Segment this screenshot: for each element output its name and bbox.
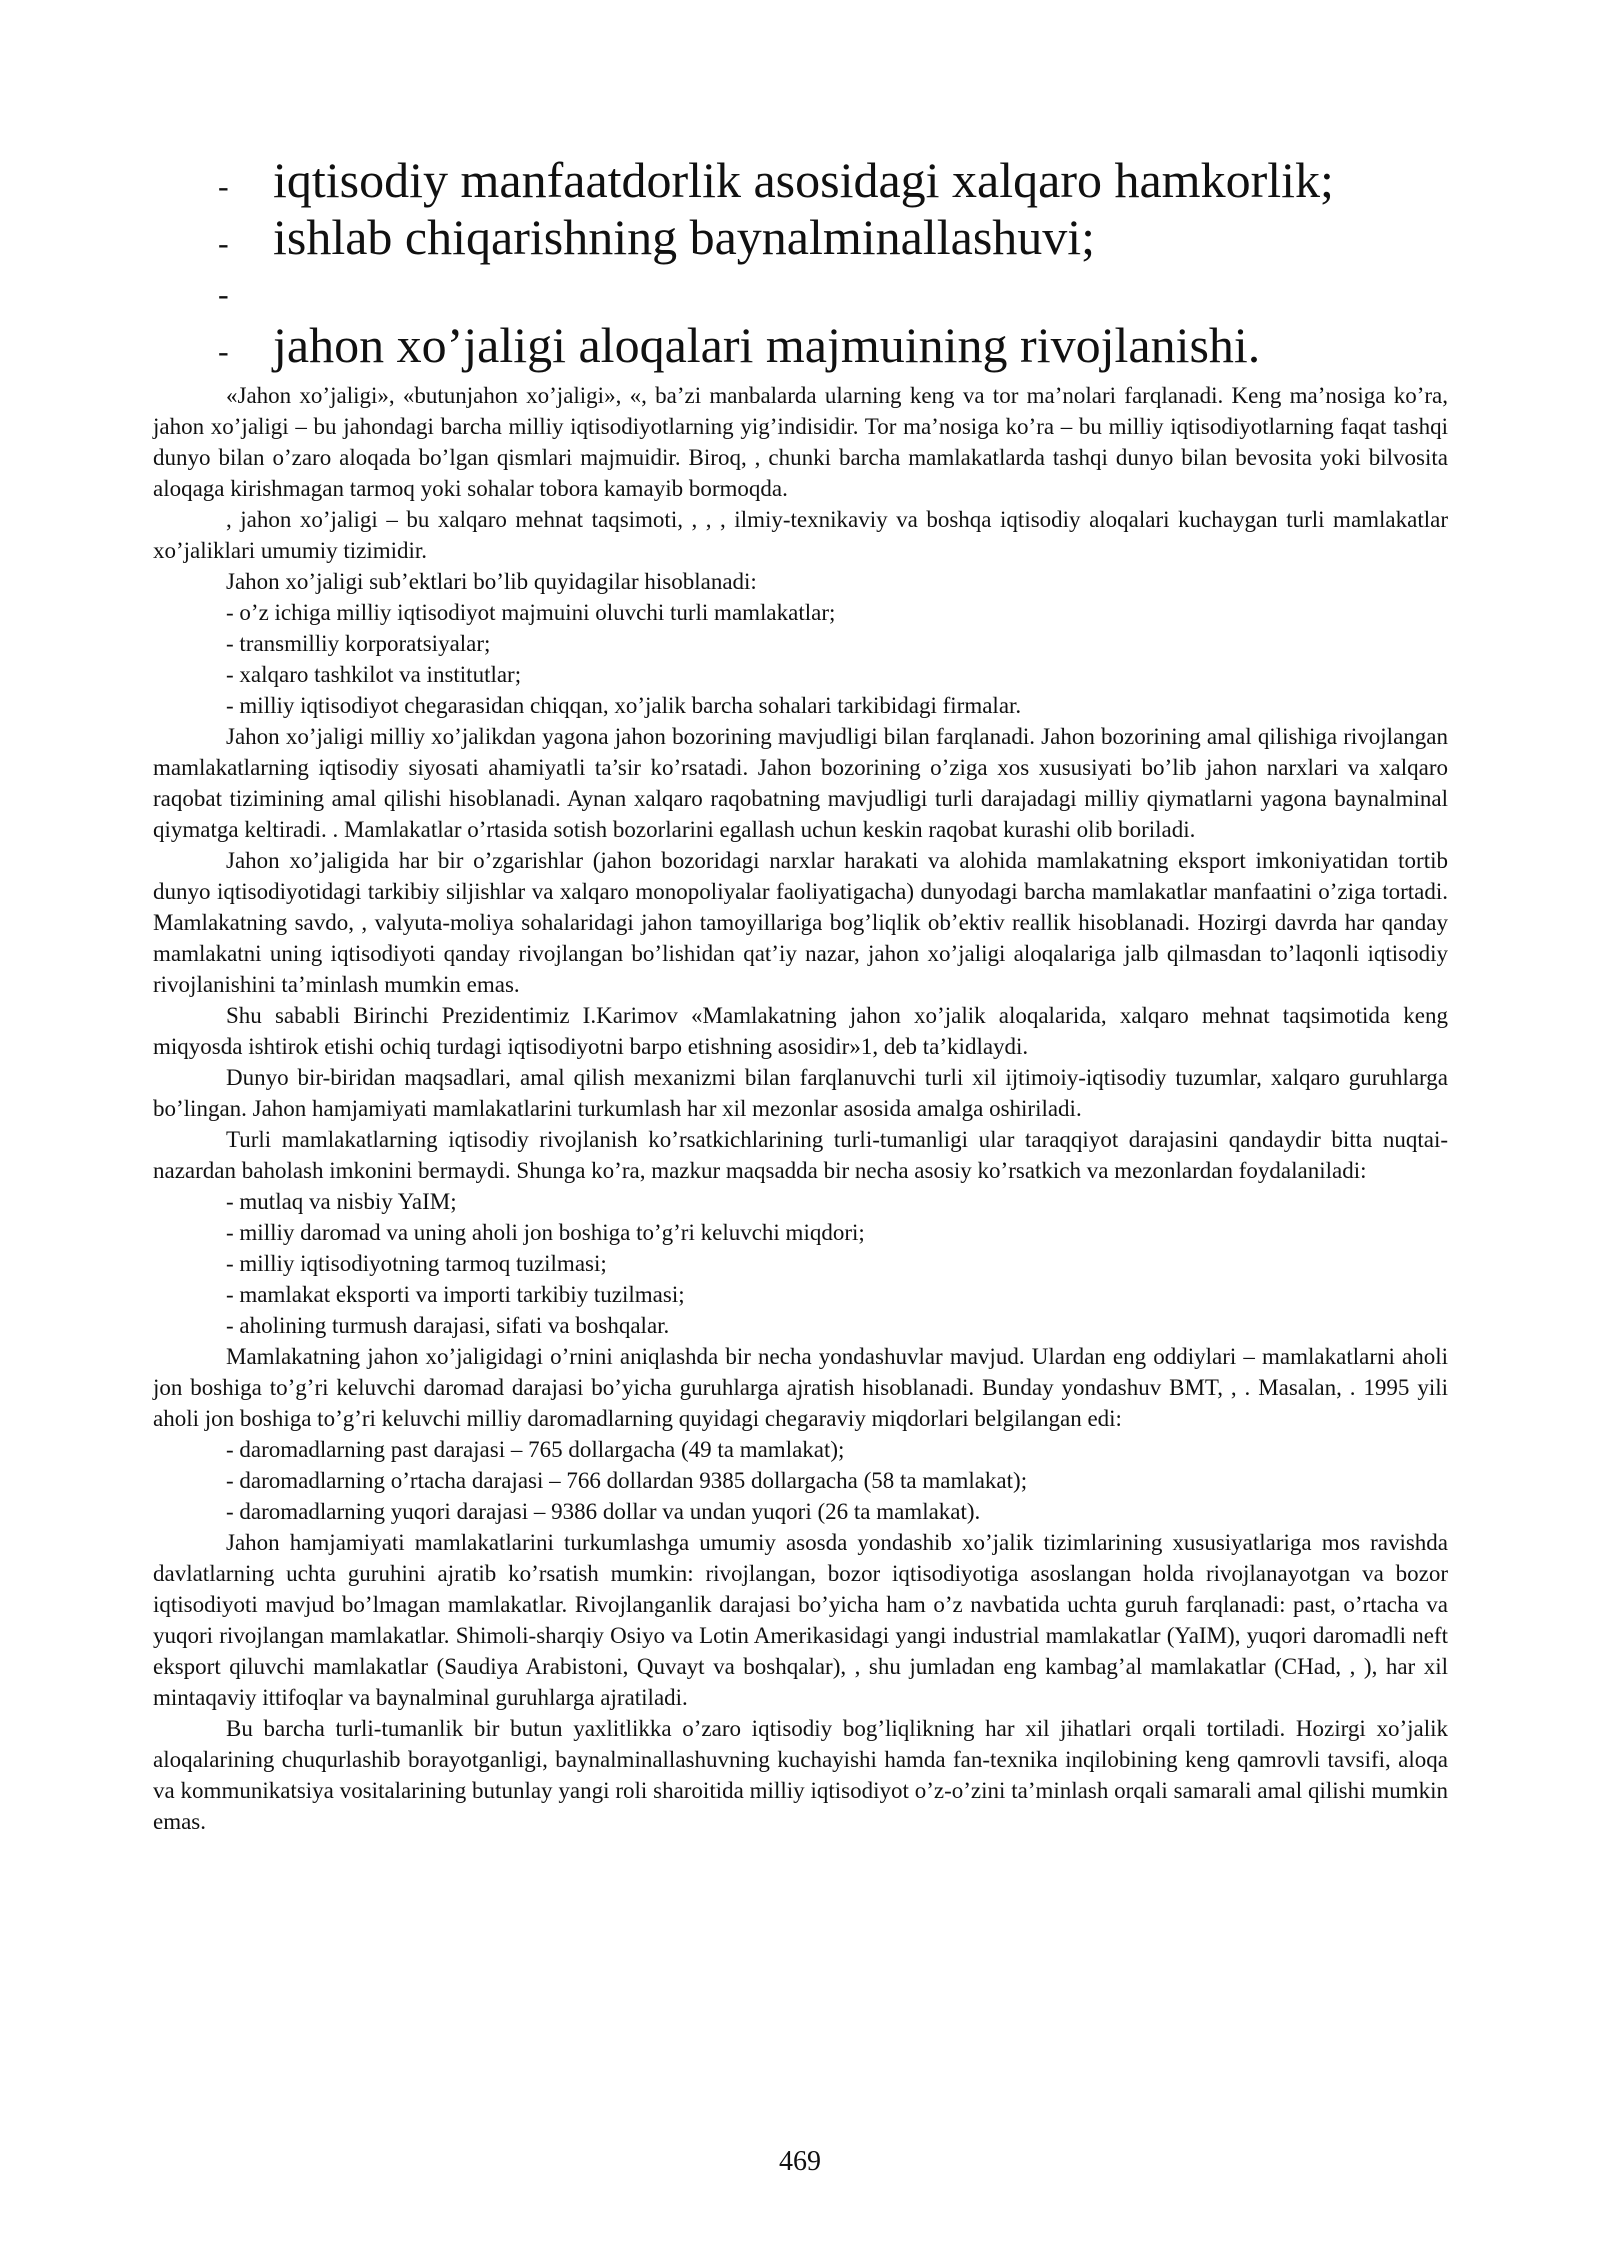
- heading-list-item: [218, 209, 1468, 269]
- list-line: - o’z ichiga milliy iqtisodiyot majmuini oluvchi turli mamlakatlar;: [226, 600, 836, 625]
- heading-list-item: [218, 152, 1468, 212]
- list-line: - daromadlarning yuqori darajasi – 9386 dollar va undan yuqori (26 ta mamlakat).: [226, 1499, 981, 1524]
- paragraph: Dunyo bir-biridan maqsadlari, amal qilish mexanizmi bilan farqlanuvchi turli xil ijtimoiy-iqtisodiy tuzumlar, xalqaro guruhlarga bo’lingan. Jahon hamjamiyati mamlakatlarini turkumlash har xil mezonlar asosida amalga oshiriladi.: [153, 1065, 1448, 1121]
- paragraph: Turli mamlakatlarning iqtisodiy rivojlanish ko’rsatkichlarining turli-tumanligi ular taraqqiyot darajasini qandaydir bitta nuqtai-nazardan baholash imkonini bermaydi. Shunga ko’ra, mazkur maqsadda bir necha asosiy ko’rsatkich va mezonlardan foydalaniladi:: [153, 1127, 1448, 1183]
- paragraph: , jahon xo’jaligi – bu xalqaro mehnat taqsimoti, , , , ilmiy-texnikaviy va boshqa iqtisodiy aloqalari kuchaygan turli mamlakatlar xo’jaliklari umumiy tizimidir.: [153, 507, 1448, 563]
- heading-list-text: jahon xo’jaligi aloqalari majmuining rivojlanishi.: [273, 317, 1261, 373]
- list-dash: -: [218, 225, 229, 261]
- heading-list-item: [218, 317, 1468, 377]
- list-line: - daromadlarning past darajasi – 765 dollargacha (49 ta mamlakat);: [226, 1437, 845, 1462]
- paragraph: Bu barcha turli-tumanlik bir butun yaxlitlikka o’zaro iqtisodiy bog’liqlikning har xil jihatlari orqali tortiladi. Hozirgi xo’jalik aloqalarining chuqurlashib borayotganligi, baynalminallashuvning kuchayishi hamda fan-texnika inqilobining keng qamrovli tavsifi, aloqa va kommunikatsiya vositalarining butunlay yangi roli sharoitida milliy iqtisodiyot o’z-o’zini ta’minlash orqali samarali amal qilishi mumkin emas.: [153, 1716, 1448, 1834]
- paragraph: Jahon xo’jaligida har bir o’zgarishlar (jahon bozoridagi narxlar harakati va alohida mamlakatning eksport imkoniyatidan tortib dunyo iqtisodiyotidagi tarkibiy siljishlar va xalqaro monopoliyalar faoliyatigacha) dunyodagi barcha mamlakatlar manfaatini o’ziga tortadi. Mamlakatning savdo, , valyuta-moliya sohalaridagi jahon tamoyillariga bog’liqlik ob’ektiv reallik hisoblanadi. Hozirgi davrda har qanday mamlakatni uning iqtisodiyoti qanday rivojlangan bo’lishidan qat’iy nazar, jahon xo’jaligi aloqalariga jalb qilmasdan to’laqonli iqtisodiy rivojlanishini ta’minlash mumkin emas.: [153, 848, 1448, 997]
- list-dash: -: [218, 333, 229, 369]
- paragraph: «Jahon xo’jaligi», «butunjahon xo’jaligi», «, ba’zi manbalarda ularning keng va tor ma’nolari farqlanadi. Keng ma’nosiga ko’ra, jahon xo’jaligi – bu jahondagi barcha milliy iqtisodiyotlarning yig’indisidir. Tor ma’nosiga ko’ra – bu milliy iqtisodiyotlarning faqat tashqi dunyo bilan o’zaro aloqada bo’lgan qismlari majmuidir. Biroq, , chunki barcha mamlakatlarda tashqi dunyo bilan bevosita yoki bilvosita aloqaga kirishmagan tarmoq yoki sohalar tobora kamayib bormoqda.: [153, 383, 1448, 501]
- list-line: - aholining turmush darajasi, sifati va boshqalar.: [226, 1313, 670, 1338]
- list-line: - mamlakat eksporti va importi tarkibiy tuzilmasi;: [226, 1282, 685, 1307]
- body-text: [153, 380, 1448, 1837]
- list-dash: -: [218, 168, 229, 204]
- list-line: - xalqaro tashkilot va institutlar;: [226, 662, 522, 687]
- list-line: - mutlaq va nisbiy YaIM;: [226, 1189, 457, 1214]
- heading-list-text: ishlab chiqarishning baynalminallashuvi;: [273, 209, 1096, 265]
- list-line: - daromadlarning o’rtacha darajasi – 766 dollardan 9385 dollargacha (58 ta mamlakat);: [226, 1468, 1028, 1493]
- paragraph: Shu sababli Birinchi Prezidentimiz I.Karimov «Mamlakatning jahon xo’jalik aloqalarida, xalqaro mehnat taqsimotida keng miqyosda ishtirok etishi ochiq turdagi iqtisodiyotni barpo etishning asosidir»1, deb ta’kidlaydi.: [153, 1003, 1448, 1059]
- list-line: - milliy iqtisodiyotning tarmoq tuzilmasi;: [226, 1251, 607, 1276]
- paragraph: Jahon xo’jaligi milliy xo’jalikdan yagona jahon bozorining mavjudligi bilan farqlanadi. Jahon bozorining amal qilishiga rivojlangan mamlakatlarning iqtisodiy siyosati ahamiyatli ta’sir ko’rsatadi. Jahon bozorining o’ziga xos xususiyati bo’lib jahon narxlari va xalqaro raqobat tizimining amal qilishi hisoblanadi. Aynan xalqaro raqobatning mavjudligi turli darajadagi milliy qiymatlarni yagona baynalminal qiymatga keltiradi. . Mamlakatlar o’rtasida sotish bozorlarini egallash uchun keskin raqobat kurashi olib boriladi.: [153, 724, 1448, 842]
- list-dash: -: [218, 276, 229, 312]
- list-line: Jahon xo’jaligi sub’ektlari bo’lib quyidagilar hisoblanadi:: [226, 569, 757, 594]
- page-number: 469: [779, 2146, 821, 2177]
- paragraph: Mamlakatning jahon xo’jaligidagi o’rnini aniqlashda bir necha yondashuvlar mavjud. Ulardan eng oddiylari – mamlakatlarni aholi jon boshiga to’g’ri keluvchi daromad darajasi bo’yicha guruhlarga ajratish hisoblanadi. Bunday yondashuv BMT, , . Masalan, . 1995 yili aholi jon boshiga to’g’ri keluvchi milliy daromadlarning quyidagi chegaraviy miqdorlari belgilangan edi:: [153, 1344, 1448, 1431]
- list-line: - milliy iqtisodiyot chegarasidan chiqqan, xo’jalik barcha sohalari tarkibidagi firmalar.: [226, 693, 1022, 718]
- paragraph: Jahon hamjamiyati mamlakatlarini turkumlashga umumiy asosda yondashib xo’jalik tizimlarining xususiyatlariga mos ravishda davlatlarning uchta guruhini ajratib ko’rsatish mumkin: rivojlangan, bozor iqtisodiyotiga asoslangan holda rivojlanayotgan va bozor iqtisodiyoti mavjud bo’lmagan mamlakatlar. Rivojlanganlik darajasi bo’yicha ham o’z navbatida uchta guruh farqlanadi: past, o’rtacha va yuqori rivojlangan mamlakatlar. Shimoli-sharqiy Osiyo va Lotin Amerikasidagi yangi industrial mamlakatlar (YaIM), yuqori daromadli neft eksport qiluvchi mamlakatlar (Saudiya Arabistoni, Quvayt va boshqalar), , shu jumladan eng kambag’al mamlakatlar (CHad, , ), har xil mintaqaviy ittifoqlar va baynalminal guruhlarga ajratiladi.: [153, 1530, 1448, 1710]
- heading-list: [218, 152, 1468, 377]
- list-line: - milliy daromad va uning aholi jon boshiga to’g’ri keluvchi miqdori;: [226, 1220, 865, 1245]
- list-line: - transmilliy korporatsiyalar;: [226, 631, 491, 656]
- heading-list-item: [218, 269, 1468, 320]
- heading-list-text: iqtisodiy manfaatdorlik asosidagi xalqaro hamkorlik;: [273, 152, 1334, 208]
